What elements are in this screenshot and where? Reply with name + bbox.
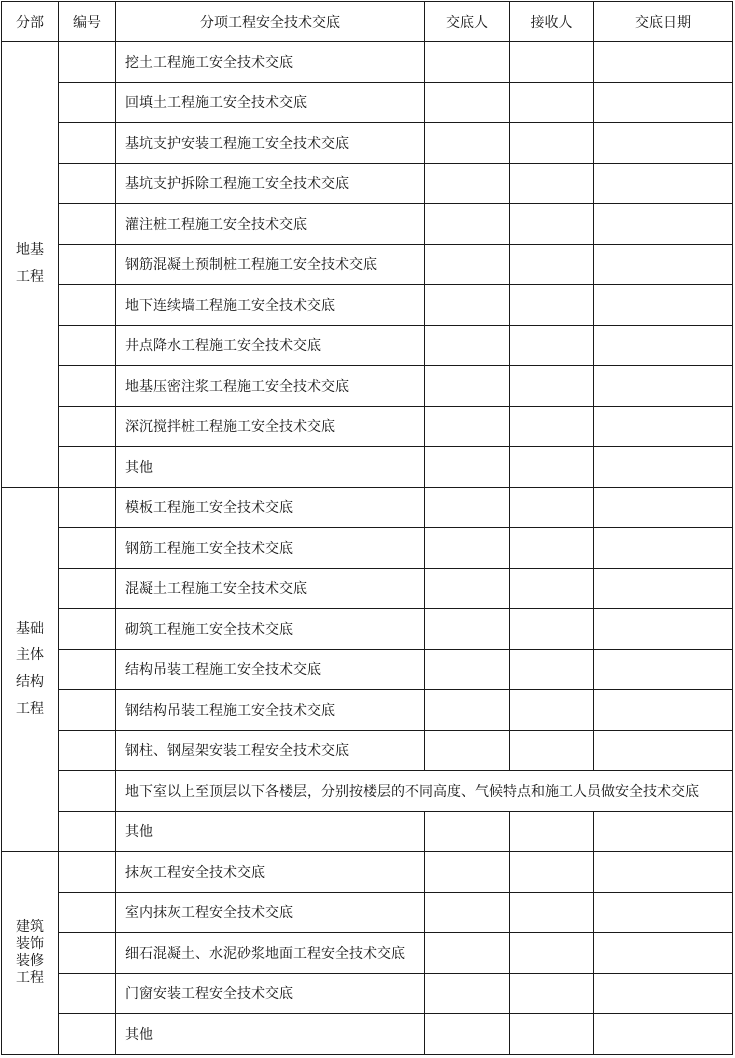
section-label-line: 基础 (16, 620, 44, 637)
date-cell (594, 528, 733, 569)
item-cell: 基坑支护拆除工程施工安全技术交底 (116, 163, 425, 204)
item-cell: 模板工程施工安全技术交底 (116, 487, 425, 528)
item-cell: 抹灰工程安全技术交底 (116, 852, 425, 893)
number-cell (59, 973, 116, 1014)
date-cell (594, 366, 733, 407)
date-cell (594, 973, 733, 1014)
receiver-cell (510, 933, 594, 974)
table-body (2, 42, 733, 1055)
table-row (2, 1014, 733, 1055)
presenter-cell (425, 973, 510, 1014)
table-row (2, 204, 733, 245)
table-row (2, 771, 733, 812)
presenter-cell (425, 163, 510, 204)
receiver-cell (510, 244, 594, 285)
section-label-line: 工程 (16, 701, 44, 718)
receiver-cell (510, 568, 594, 609)
presenter-cell (425, 204, 510, 245)
receiver-cell (510, 42, 594, 83)
section-label-line: 工程 (16, 269, 44, 286)
presenter-cell (425, 528, 510, 569)
number-cell (59, 366, 116, 407)
section-label-line: 工程 (16, 969, 44, 986)
presenter-cell (425, 892, 510, 933)
date-cell (594, 163, 733, 204)
receiver-cell (510, 366, 594, 407)
date-cell (594, 487, 733, 528)
presenter-cell (425, 366, 510, 407)
receiver-cell (510, 447, 594, 488)
item-cell: 回填土工程施工安全技术交底 (116, 82, 425, 123)
table-row (2, 892, 733, 933)
date-cell (594, 82, 733, 123)
number-cell (59, 771, 116, 812)
number-cell (59, 690, 116, 731)
presenter-cell (425, 1014, 510, 1055)
item-cell: 门窗安装工程安全技术交底 (116, 973, 425, 1014)
number-cell (59, 1014, 116, 1055)
number-cell (59, 406, 116, 447)
header-section: 分部 (2, 2, 59, 42)
receiver-cell (510, 852, 594, 893)
date-cell (594, 852, 733, 893)
item-cell: 地下连续墙工程施工安全技术交底 (116, 285, 425, 326)
table-row (2, 366, 733, 407)
item-cell: 其他 (116, 1014, 425, 1055)
table-row (2, 933, 733, 974)
presenter-cell (425, 690, 510, 731)
presenter-cell (425, 852, 510, 893)
number-cell (59, 42, 116, 83)
date-cell (594, 325, 733, 366)
date-cell (594, 285, 733, 326)
item-cell: 钢筋混凝土预制桩工程施工安全技术交底 (116, 244, 425, 285)
receiver-cell (510, 82, 594, 123)
section-label-line: 主体 (16, 647, 44, 664)
header-receiver: 接收人 (510, 2, 594, 42)
item-cell: 基坑支护安装工程施工安全技术交底 (116, 123, 425, 164)
receiver-cell (510, 1014, 594, 1055)
table-row (2, 568, 733, 609)
presenter-cell (425, 649, 510, 690)
section-label-line: 结构 (16, 674, 44, 691)
date-cell (594, 568, 733, 609)
presenter-cell (425, 487, 510, 528)
number-cell (59, 285, 116, 326)
header-date: 交底日期 (594, 2, 733, 42)
item-cell: 其他 (116, 811, 425, 852)
table-row (2, 649, 733, 690)
table-row (2, 325, 733, 366)
table-row (2, 487, 733, 528)
number-cell (59, 163, 116, 204)
date-cell (594, 690, 733, 731)
receiver-cell (510, 325, 594, 366)
table-row (2, 973, 733, 1014)
presenter-cell (425, 42, 510, 83)
section-label-line: 地基 (16, 242, 44, 259)
section-label (2, 852, 59, 1055)
safety-briefing-table-sheet (1, 1, 732, 1054)
receiver-cell (510, 163, 594, 204)
receiver-cell (510, 285, 594, 326)
table-row (2, 811, 733, 852)
table-row (2, 82, 733, 123)
table-row (2, 285, 733, 326)
number-cell (59, 82, 116, 123)
presenter-cell (425, 811, 510, 852)
date-cell (594, 447, 733, 488)
receiver-cell (510, 649, 594, 690)
number-cell (59, 892, 116, 933)
date-cell (594, 1014, 733, 1055)
table-row (2, 690, 733, 731)
receiver-cell (510, 892, 594, 933)
presenter-cell (425, 730, 510, 771)
table-row (2, 852, 733, 893)
receiver-cell (510, 973, 594, 1014)
item-cell: 砌筑工程施工安全技术交底 (116, 609, 425, 650)
table-row (2, 163, 733, 204)
section-label-line: 建筑 (16, 919, 44, 936)
number-cell (59, 568, 116, 609)
number-cell (59, 244, 116, 285)
number-cell (59, 325, 116, 366)
number-cell (59, 609, 116, 650)
presenter-cell (425, 609, 510, 650)
table-row (2, 42, 733, 83)
number-cell (59, 730, 116, 771)
receiver-cell (510, 487, 594, 528)
item-cell: 地下室以上至顶层以下各楼层，分别按楼层的不同高度、气候特点和施工人员做安全技术交底 (116, 771, 733, 812)
date-cell (594, 609, 733, 650)
date-cell (594, 244, 733, 285)
number-cell (59, 649, 116, 690)
item-cell: 室内抹灰工程安全技术交底 (116, 892, 425, 933)
presenter-cell (425, 123, 510, 164)
presenter-cell (425, 447, 510, 488)
presenter-cell (425, 325, 510, 366)
date-cell (594, 933, 733, 974)
header-item: 分项工程安全技术交底 (116, 2, 425, 42)
presenter-cell (425, 244, 510, 285)
table-row (2, 123, 733, 164)
date-cell (594, 42, 733, 83)
item-cell: 钢筋工程施工安全技术交底 (116, 528, 425, 569)
receiver-cell (510, 811, 594, 852)
receiver-cell (510, 406, 594, 447)
number-cell (59, 447, 116, 488)
table-row (2, 730, 733, 771)
number-cell (59, 933, 116, 974)
table-row (2, 406, 733, 447)
date-cell (594, 730, 733, 771)
item-cell: 灌注桩工程施工安全技术交底 (116, 204, 425, 245)
receiver-cell (510, 123, 594, 164)
receiver-cell (510, 204, 594, 245)
item-cell: 细石混凝土、水泥砂浆地面工程安全技术交底 (116, 933, 425, 974)
item-cell: 钢结构吊装工程施工安全技术交底 (116, 690, 425, 731)
receiver-cell (510, 528, 594, 569)
table-row (2, 528, 733, 569)
item-cell: 钢柱、钢屋架安装工程安全技术交底 (116, 730, 425, 771)
date-cell (594, 204, 733, 245)
presenter-cell (425, 82, 510, 123)
section-label (2, 42, 59, 488)
date-cell (594, 123, 733, 164)
presenter-cell (425, 933, 510, 974)
date-cell (594, 406, 733, 447)
item-cell: 混凝土工程施工安全技术交底 (116, 568, 425, 609)
date-cell (594, 811, 733, 852)
header-row (2, 2, 733, 42)
item-cell: 井点降水工程施工安全技术交底 (116, 325, 425, 366)
receiver-cell (510, 730, 594, 771)
item-cell: 深沉搅拌桩工程施工安全技术交底 (116, 406, 425, 447)
header-number: 编号 (59, 2, 116, 42)
item-cell: 其他 (116, 447, 425, 488)
presenter-cell (425, 285, 510, 326)
number-cell (59, 528, 116, 569)
section-label-line: 装饰 (16, 935, 44, 952)
date-cell (594, 649, 733, 690)
section-label (2, 487, 59, 852)
receiver-cell (510, 690, 594, 731)
presenter-cell (425, 406, 510, 447)
item-cell: 结构吊装工程施工安全技术交底 (116, 649, 425, 690)
safety-briefing-table (1, 1, 733, 1055)
table-row (2, 609, 733, 650)
date-cell (594, 892, 733, 933)
item-cell: 挖土工程施工安全技术交底 (116, 42, 425, 83)
receiver-cell (510, 609, 594, 650)
table-row (2, 244, 733, 285)
presenter-cell (425, 568, 510, 609)
number-cell (59, 123, 116, 164)
number-cell (59, 811, 116, 852)
section-label-line: 装修 (16, 952, 44, 969)
number-cell (59, 852, 116, 893)
item-cell: 地基压密注浆工程施工安全技术交底 (116, 366, 425, 407)
header-presenter: 交底人 (425, 2, 510, 42)
number-cell (59, 204, 116, 245)
number-cell (59, 487, 116, 528)
table-row (2, 447, 733, 488)
